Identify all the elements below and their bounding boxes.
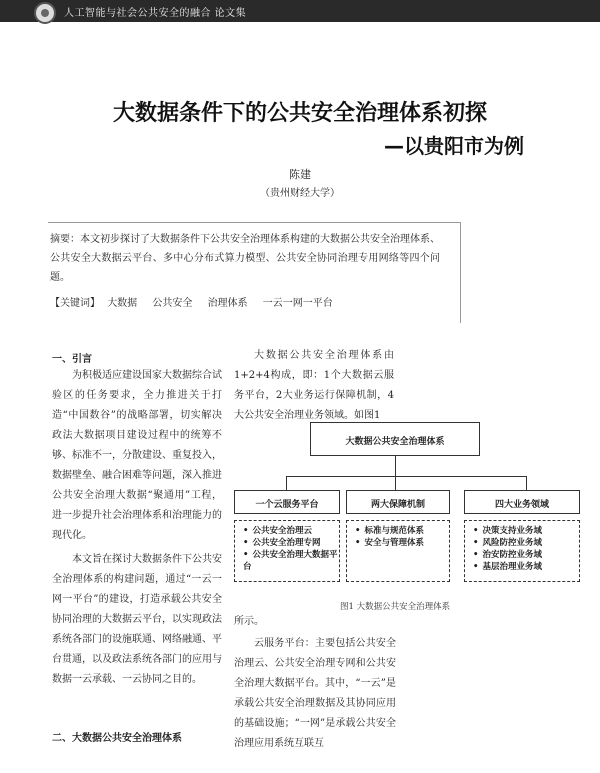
diagram-item-list (355, 525, 449, 549)
diagram-root-box (310, 422, 480, 456)
author-affiliation: （贵州财经大学） (260, 188, 340, 199)
diagram-item-list (243, 525, 339, 573)
diagram-branch-label: 一个云服务平台 (255, 500, 319, 510)
diagram-item: • 治安防控业务域 (473, 549, 577, 561)
keywords-line (50, 294, 450, 313)
intro-paragraph-2: 本文旨在探讨大数据条件下公共安全治理体系的构建问题，通过“一云一网一平台”的建设，打造承载公共安全协同治理的大数据云平台，以实现政法系统各部门的设施联通、网络融通、平台贯通，以及政法系统各部门的应用与数据一云承载、一云协同之目的。 (52, 554, 222, 685)
diagram-items-box (234, 520, 340, 582)
diagram-item: • 公共安全治理大数据平台 (243, 549, 339, 573)
article-title: 大数据条件下的公共安全治理体系初探 (112, 101, 487, 126)
diagram-item: • 标准与规范体系 (355, 525, 449, 537)
diagram-item: • 公共安全治理云 (243, 525, 339, 537)
keywords-label: 【关键词】 (50, 298, 100, 309)
diagram-item: • 安全与管理体系 (355, 537, 449, 549)
diagram-branch-label: 两大保障机制 (370, 500, 425, 510)
right-column-continued (234, 612, 396, 754)
keyword-item: 治理体系 (207, 298, 248, 309)
author-name: 陈建 (289, 168, 311, 181)
keyword-item: 一云一网一平台 (262, 298, 333, 309)
journal-logo-icon (34, 2, 56, 24)
diagram-item: • 风险防控业务域 (473, 537, 577, 549)
journal-title: 人工智能与社会公共安全的融合 论文集 (64, 8, 247, 19)
structure-paragraph: 大数据公共安全治理体系由1+2+4构成，即：1个大数据云服务平台，2大业务运行保障机制，4大公共安全治理业务领域。如图1 (234, 350, 394, 421)
diagram-connector (286, 476, 526, 477)
diagram-branch-box (234, 490, 340, 514)
section2-heading: 二、大数据公共安全治理体系 (52, 733, 182, 744)
diagram-connector (526, 476, 527, 490)
article-subtitle: —以贵阳市为例 (384, 134, 524, 158)
cloud-platform-paragraph: 云服务平台：主要包括公共安全治理云、公共安全治理专网和公共安全治理大数据平台。其中，“一云”是承载公共安全治理数据及其协同应用的基础设施；“一网”是承载公共安全治理应用系统互联互 (234, 638, 396, 749)
diagram-branch-box (346, 490, 450, 514)
governance-diagram (228, 420, 588, 595)
figure-caption: 图1 大数据公共安全治理体系 (340, 602, 451, 612)
diagram-connector (395, 456, 396, 476)
diagram-items-box (346, 520, 450, 582)
diagram-branch-label: 四大业务领域 (494, 500, 549, 510)
figure-reference-tail: 所示。 (234, 616, 264, 627)
diagram-item: • 公共安全治理专网 (243, 537, 339, 549)
journal-header-bar (0, 0, 600, 22)
diagram-items-box (464, 520, 580, 582)
keyword-item: 公共安全 (152, 298, 193, 309)
diagram-item: • 基层治理业务域 (473, 561, 577, 573)
abstract-text: 摘要：本文初步探讨了大数据条件下公共安全治理体系构建的大数据公共安全治理体系、公共安全大数据云平台、多中心分布式算力模型、公共安全协同治理专用网络等四个问题。 (50, 234, 440, 283)
keyword-item: 大数据 (107, 298, 138, 309)
intro-paragraph-1: 为积极适应建设国家大数据综合试验区的任务要求，全力推进关于打造“中国数谷”的战略部署，切实解决政法大数据项目建设过程中的统筹不够、标准不一，分散建设、重复投入，数据壁垒、融合困难等问题，深入推进公共安全治理大数据“聚通用”工程，进一步提升社会治理体系和治理能力的现代化。 (52, 370, 222, 541)
diagram-item: • 决策支持业务域 (473, 525, 577, 537)
diagram-branch-box (464, 490, 580, 514)
diagram-connector (286, 476, 287, 490)
diagram-item-list (473, 525, 577, 573)
right-column-intro (234, 346, 394, 426)
section1-heading: 一、引言 (52, 354, 92, 365)
left-column (52, 366, 222, 690)
diagram-root-label: 大数据公共安全治理体系 (345, 437, 445, 447)
diagram-connector (395, 476, 396, 490)
